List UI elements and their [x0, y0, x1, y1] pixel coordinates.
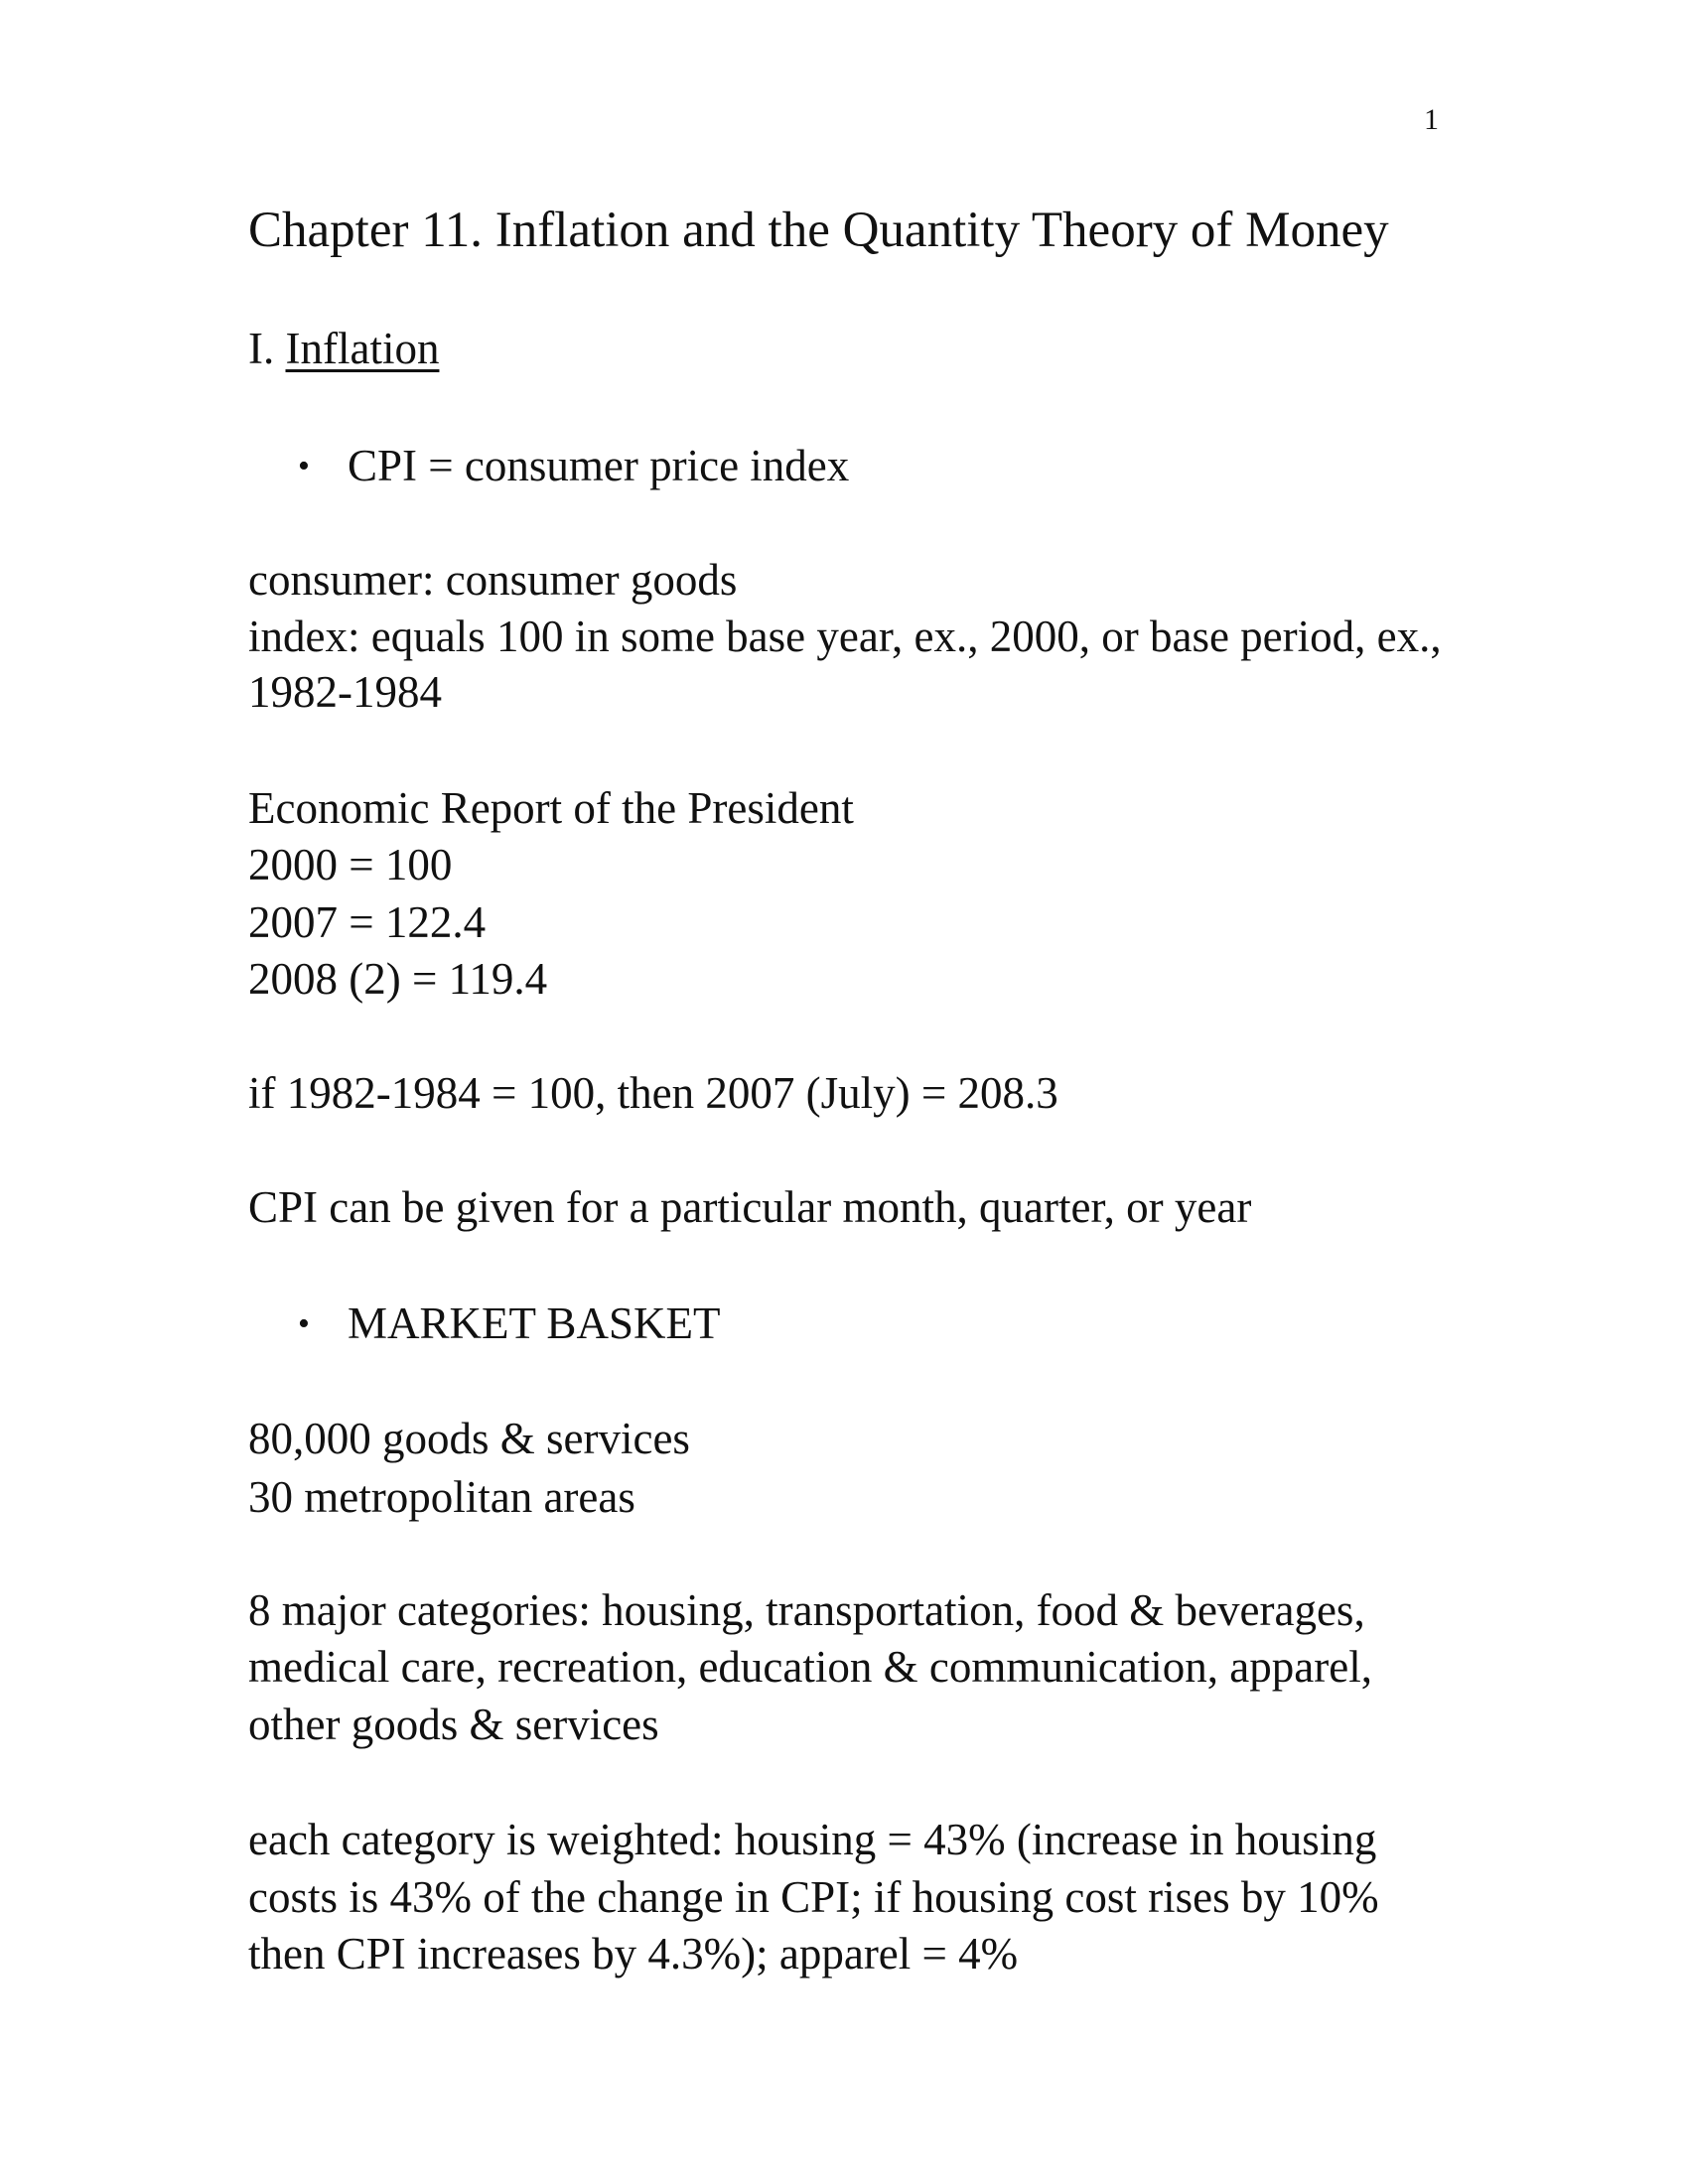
definition-index-cont: 1982-1984 — [248, 667, 442, 717]
base-period-note: if 1982-1984 = 100, then 2007 (July) = 208.3 — [248, 1068, 1058, 1118]
bullet-item-cpi — [298, 440, 849, 492]
bullet-icon: • — [298, 1305, 310, 1342]
section-numeral: I. — [248, 324, 286, 373]
categories-line: other goods & services — [248, 1700, 659, 1749]
definition-index: index: equals 100 in some base year, ex., 2000, or base period, ex., — [248, 612, 1442, 661]
categories-line: medical care, recreation, education & communication, apparel, — [248, 1642, 1372, 1692]
frequency-note: CPI can be given for a particular month, quarter, or year — [248, 1182, 1252, 1232]
economic-report-value: 2007 = 122.4 — [248, 897, 487, 947]
definition-consumer: consumer: consumer goods — [248, 555, 738, 605]
bullet-text: MARKET BASKET — [348, 1298, 721, 1348]
categories-line: 8 major categories: housing, transportation, food & beverages, — [248, 1585, 1365, 1635]
section-heading-text: Inflation — [285, 324, 440, 373]
weighting-line: costs is 43% of the change in CPI; if housing cost rises by 10% — [248, 1872, 1379, 1922]
bullet-icon: • — [298, 448, 310, 484]
section-heading — [248, 323, 439, 374]
bullet-item-market-basket — [298, 1297, 720, 1350]
economic-report-heading: Economic Report of the President — [248, 783, 854, 833]
bullet-text: CPI = consumer price index — [348, 441, 850, 490]
basket-item: 30 metropolitan areas — [248, 1472, 635, 1522]
chapter-title: Chapter 11. Inflation and the Quantity Theory of Money — [248, 203, 1389, 258]
weighting-line: each category is weighted: housing = 43% (increase in housing — [248, 1815, 1377, 1864]
basket-item: 80,000 goods & services — [248, 1414, 690, 1463]
economic-report-value: 2008 (2) = 119.4 — [248, 954, 548, 1004]
weighting-line: then CPI increases by 4.3%); apparel = 4% — [248, 1929, 1019, 1979]
economic-report-value: 2000 = 100 — [248, 840, 453, 889]
page-number: 1 — [1424, 103, 1439, 136]
